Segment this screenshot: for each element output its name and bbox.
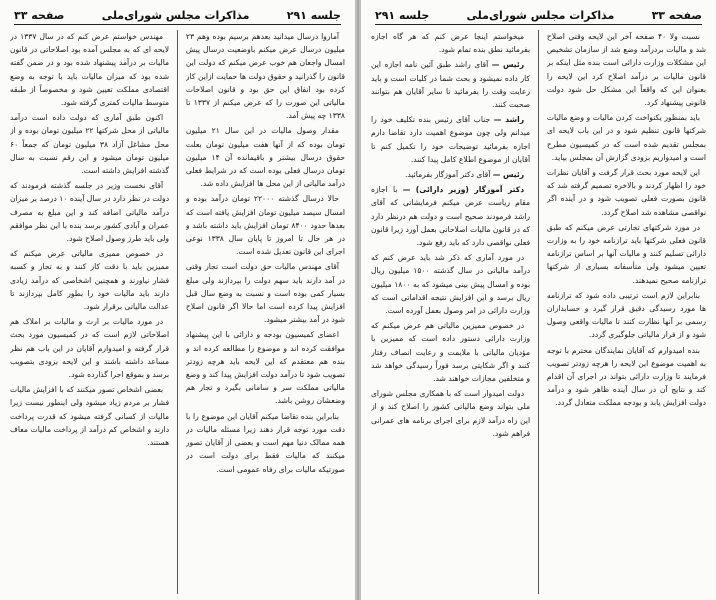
paragraph [371, 183, 530, 249]
paragraph-text: نسبت ولا ۴۰ صفحه آخر این لایحه وقتی اصلاح شد و مالیات بردرآمد وضع شد از سازمان تشخیص این مشکلات وزارت دارائی است بنده مثل اینکه بر قانون مالیات بر درآمد اصلاح کرد این لایحه را بعنوان این که واقعاً این مشکل حل شود دولت قانونی پیشنهاد کرد. [546, 32, 706, 108]
paragraph [371, 30, 530, 56]
paragraph-text: آقای راشد طبق آئین نامه اجازه این کار داده نمیشود و بحث شما در کلیات است و باید رعایت وقت را بفرمائید تا سایر آقایان هم بتوانند صحبت کنند. [370, 60, 531, 110]
right-column-divider [538, 30, 539, 594]
paragraph [371, 319, 530, 385]
speaker-name: راشد — [493, 115, 525, 125]
paragraph [10, 383, 169, 449]
paragraph [10, 30, 169, 109]
paragraph [547, 166, 706, 219]
paragraph-text: این لایحه مورد بحث قرار گرفت و آقایان نظرات خود را اظهار کردند و بالاخره تصمیم گرفته شد که قانون بصورت فعلی تصویب شود و در آینده اگر نواقصی مشاهده شد اصلاح گردد. [546, 168, 706, 217]
paragraph [371, 387, 530, 440]
speaker-name: رئیس — [491, 60, 525, 70]
paragraph [547, 111, 706, 164]
paragraph-text: مهندس خواستم عرض کنم که در سال ۱۳۳۷ در لایحه ای که به مجلس آمده بود اصلاحاتی در قانون مالیات بر درآمد پیشنهاد شده بود و در ضمن گفته شده بود که میزان مالیات باید با توجه به وضع اقتصادی مملکت تعیین شود و مخصوصاً از طبقه متوسط مالیات کمتری گرفته شود. [9, 32, 170, 108]
paragraph-text: آقای مهندس مالیات حق دولت است تجار وقتی در آمد دارند باید سهم دولت را بپردازند ولی مبلغ بسیار کمی بوده است و نسبت به وضع سال قبل افزایش پیدا کرده است اما حالا اگر قانون اصلاح شود در آمد بیشتر میشود. [185, 262, 345, 325]
speaker-name: دکتر آموزگار (وزیر دارائی) — [402, 185, 525, 195]
paragraph-text: بنده امیدوارم که آقایان نمایندگان محترم با توجه به اهمیت موضوع این لایحه را هرچه زودتر تصویب فرمایند تا وزارت دارائی بتواند در اجرای آن اقدام کند و نتایج آن در سال آینده ظاهر شود و درآمد دولت افزایش یابد و بودجه مملکت متعادل گردد. [546, 345, 706, 408]
right-column-left [371, 30, 530, 594]
left-session-label: صفحه ۳۳ [14, 8, 65, 22]
left-running-head [14, 6, 341, 25]
paragraph-text: در خصوص ممیزی مالیاتی عرض میکنم که ممیزین باید با دقت کار کنند و به تجار و کسبه فشار نیاورند و همچنین اشخاصی که درآمد زیادی دارند باید مالیات خود را بطور کامل بپردازند تا عدالت مالیاتی برقرار شود. [9, 249, 170, 312]
paragraph-text: آماروا درسال میدانید بعدهم برسیم بوده وهم ۲۳ میلیون درسال عرض میکنم باوضعیت درسال پیش امسال واجعان هم خوب عرض میکنم که دولت این قانون را گذرانید و حقوق دولت ها حمایت ازاین کار کرده بود انفاق این حق بود و قانون اصلاحات مالیاتی این صورت را که عرض میکنم از ۱۳۳۷ تا ۱۳۳۸ چه پیش آمد. [185, 32, 345, 121]
paragraph-text: در مورد مالیات بر ارث و مالیات بر املاک هم اصلاحاتی لازم است که در کمیسیون مورد بحث قرار گرفته و امیدوارم آقایان در این باب هم نظر مساعد داشته باشند و این لایحه بزودی بتصویب برسد و بموقع اجرا گذارده شود. [9, 317, 170, 380]
paragraph-text: بعضی اشخاص تصور میکنند که با افزایش مالیات فشار بر مردم زیاد میشود ولی اینطور نیست زیرا مالیات از کسانی گرفته میشود که قدرت پرداخت دارند و اشخاص کم درآمد از پرداخت مالیات معاف هستند. [9, 385, 170, 448]
paragraph [186, 260, 345, 326]
paragraph [371, 168, 530, 181]
left-column-divider [177, 30, 178, 594]
paragraph [186, 328, 345, 407]
paragraph [10, 179, 169, 245]
paragraph-text: اکنون طبق آماری که دولت داده است درآمد مالیاتی از محل شرکتها ۲۲ میلیون تومان بوده و از محل مشاغل آزاد ۳۸ میلیون تومان که جمعاً ۶۰ میلیون تومان میشود و این رقم نسبت به سال گذشته افزایش داشته است. [9, 113, 170, 176]
paragraph [547, 289, 706, 342]
left-page [0, 0, 356, 600]
right-page-title: مذاکرات مجلس شورای‌ملی [466, 8, 615, 22]
paragraph [186, 192, 345, 258]
paragraph-text: حالا درسال گذشته ۲۲۰۰۰ تومان درآمد بوده و امسال سیصد میلیون تومان افزایش یافته است که بعدها حدود ۸۴۰۰ تومان افزایش باید داشته باشد و در هر حال تا امروز تا پایان سال ۱۳۳۸ نوعی اجرای این قانون تعدیل شده است. [185, 194, 345, 257]
paragraph [10, 247, 169, 313]
paragraph-text: آقای نخست وزیر در جلسه گذشته فرمودند که دولت در نظر دارد در سال آینده ۱۰ درصد بر میزان درآمد مالیاتی اضافه کند و این مبلغ به مصرف عمران و آبادی کشور برسد بنده با این نظر موافقم ولی باید طرز وصول اصلاح شود. [9, 181, 170, 244]
paragraph [371, 251, 530, 317]
right-columns [371, 30, 706, 594]
left-column-left [10, 30, 169, 594]
paragraph [371, 113, 530, 166]
speaker-name: رئیس — [492, 170, 525, 180]
paragraph-text: در مورد شرکتهای تجارتی عرض میکنم که طبق قانون فعلی شرکتها باید ترازنامه خود را به وزارت دارائی تسلیم کنند و مالیات آنها بر اساس ترازنامه تعیین میشود ولی متأسفانه بسیاری از شرکتها ترازنامه صحیح نمیدهند. [546, 222, 706, 285]
paragraph [371, 58, 530, 111]
paragraph-text: باید بمنظور یکنواخت کردن مالیات و وضع مالیات شرکتها قانون تنظیم شود و در این باب لایحه ای بمجلس تقدیم شده است که در کمیسیون مطرح است و امیدواریم بزودی گزارش آن بمجلس بیاید. [546, 113, 706, 162]
paragraph [547, 221, 706, 287]
paragraph-text: با اجازه مقام ریاست عرض میکنم فرمایشاتی که آقای راشد فرمودند صحیح است و دولت هم درنظر دارد که در قانون مالیات اصلاحاتی بعمل آورد زیرا قانون فعلی نواقصی دارد که باید رفع شود. [370, 185, 531, 248]
paragraph-text: در مورد آماری که ذکر شد باید عرض کنم که درآمد مالیاتی در سال گذشته ۱۵۰۰ میلیون ریال بوده و امسال پیش بینی میشود که به ۱۸۰۰ میلیون ریال برسد و این افزایش نتیجه اقداماتی است که وزارت دارائی در امر وصول بعمل آورده است. [370, 253, 531, 316]
paragraph-text: بنابراین بنده تقاضا میکنم آقایان این موضوع را با دقت مورد توجه قرار دهند زیرا مسئله مالیات در همه ممالک دنیا مهم است و بعضی از آقایان تصور میکنند که مالیات فقط برای دولت است در صورتیکه مالیات برای رفاه عمومی است. [185, 411, 345, 474]
left-column-right [186, 30, 345, 594]
left-columns [10, 30, 345, 594]
paragraph [186, 30, 345, 122]
paragraph-text: آقای دکتر آموزگار بفرمائید. [404, 170, 491, 180]
paragraph [186, 124, 345, 190]
paragraph-text: اعضای کمیسیون بودجه و دارائی با این پیشنهاد موافقت کرده اند و موضوع را مطالعه کرده اند و بنده هم معتقدم که این لایحه باید هرچه زودتر تصویب شود تا درآمد دولت افزایش پیدا کند و وضع مالیاتی مملکت سر و سامانی بگیرد و تجار هم وضعشان روشن باشد. [185, 330, 345, 406]
paragraph [547, 344, 706, 410]
right-page [360, 0, 716, 600]
paragraph [186, 410, 345, 476]
right-column-right [547, 30, 706, 594]
right-running-head [375, 6, 702, 25]
right-page-label: صفحه ۳۳ [651, 8, 702, 22]
paragraph-text: میخواستم اینجا عرض کنم که هر گاه اجازه بفرمائید نطق بنده تمام شود. [370, 32, 531, 55]
paragraph [547, 30, 706, 109]
right-session-label: جلسه ۲۹۱ [375, 8, 430, 22]
paragraph [10, 315, 169, 381]
paragraph-text: جناب آقای رئیس بنده تکلیف خود را میدانم ولی چون موضوع اهمیت دارد تقاضا دارم اجازه بفرمائید توضیحات خود را تکمیل کنم تا آقایان از موضوع اطلاع کامل پیدا کنند. [370, 115, 531, 164]
left-page-label: جلسه ۲۹۱ [286, 8, 341, 22]
paragraph-text: مقدار وصول مالیات در این سال ۲۱ میلیون تومان بوده که از آنها هفت میلیون تومان بعلت حقوق درسال بیشتر و باقیمانده آن ۱۴ میلیون تومان درسال فعلی بوده است که در شرایط فعلی درآمد مالیاتی از این محل ها افزایش داده شد. [185, 126, 345, 189]
left-page-title: مذاکرات مجلس شورای‌ملی [101, 8, 250, 22]
paragraph-text: بنابراین لازم است ترتیبی داده شود که ترازنامه ها مورد رسیدگی دقیق قرار گیرد و حسابداران رسمی بر آنها نظارت کنند تا مالیات واقعی وصول شود و از فرار مالیاتی جلوگیری گردد. [546, 290, 706, 340]
paragraph [10, 111, 169, 177]
paragraph-text: در خصوص ممیزین مالیاتی هم عرض میکنم که وزارت دارائی دستور داده است که ممیزین با مؤدیان مالیاتی با ملایمت و رعایت انصاف رفتار کنند و اگر شکایتی برسد فوراً رسیدگی خواهد شد و متخلفین مجازات خواهند شد. [370, 321, 531, 384]
paragraph-text: دولت امیدوار است که با همکاری مجلس شورای ملی بتواند وضع مالیاتی کشور را اصلاح کند و از این راه درآمد لازم برای اجرای برنامه های عمرانی فراهم شود. [370, 389, 531, 438]
